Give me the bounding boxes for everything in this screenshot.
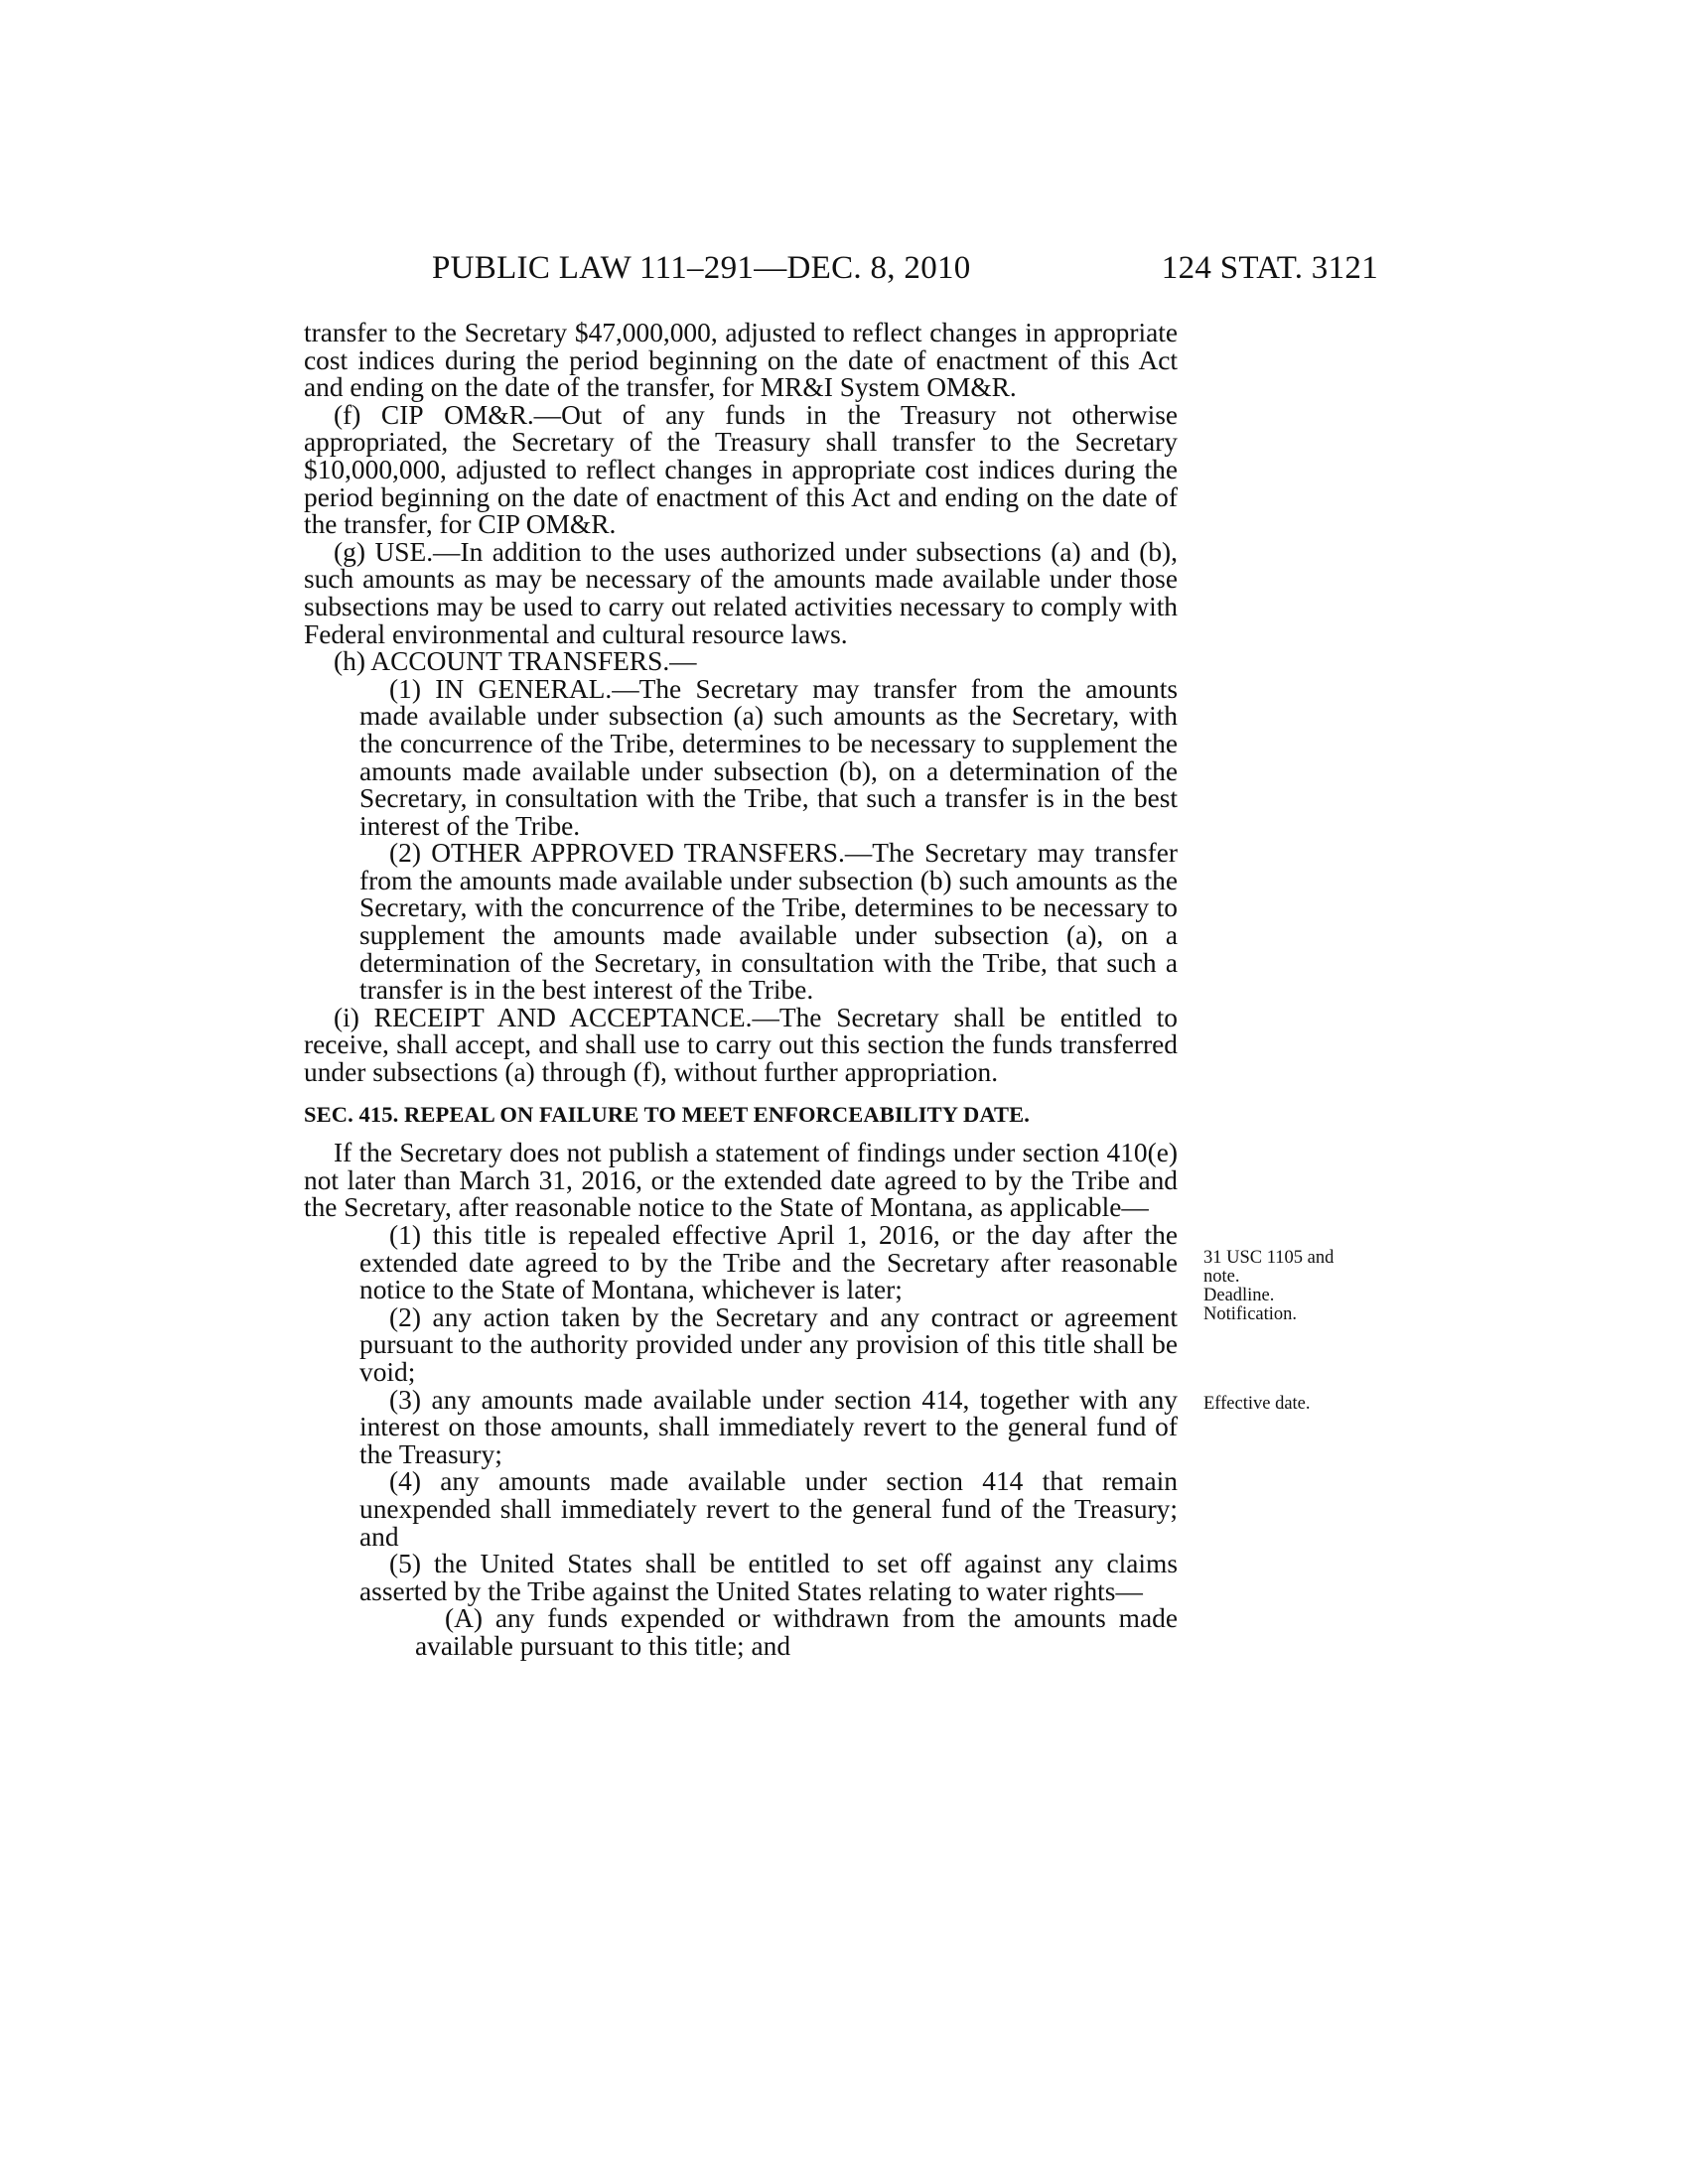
section-415-heading: SEC. 415. REPEAL ON FAILURE TO MEET ENFORCEABILITY DATE.	[304, 1101, 1030, 1127]
subsection-f-text: OM&R.—Out of any funds in the Treasury not otherwise appropriated, the Secretary of the Treasury shall transfer to the Secretary $10,000,000, adjusted to reflect changes in appropriate cost indices during the period beginning on the date of enactment of this Act and ending on the date of the transfer, for CIP OM&R.	[304, 399, 1179, 540]
subsection-g-label: (g) U	[334, 536, 395, 567]
running-head	[298, 250, 1378, 290]
subsection-i-label2-sc: CCEPTANCE	[589, 1002, 746, 1032]
subsection-f-label-sc: IP	[399, 399, 424, 430]
paragraph-h2-text: .—The Secretary may transfer from the amounts made available under subsection (b) such amounts as the Secretary, with the concurrence of the Tribe, determines to be necessary to supplement the amounts made available under subsection (a), on a determination of the Secretary, in consultation with the Tribe, that such a transfer is in the best interest of the Tribe.	[359, 838, 1178, 1006]
paragraph-h1-label-sc: N GENERAL	[444, 673, 606, 704]
subsection-h-label2: T	[501, 646, 525, 677]
paragraph-continuation: transfer to the Secretary $47,000,000, adjusted to reflect changes in appropriate cost indices during the period beginning on the date of enactment of this Act and ending on the date of the transfer, for MR&I System OM&R.	[304, 318, 1178, 403]
section-415-item-2: (2) any action taken by the Secretary and any contract or agreement pursuant to the authority provided under any provision of this title shall be void;	[359, 1301, 1178, 1387]
subsection-h-label-sc: CCOUNT	[390, 646, 502, 677]
subsection-h	[304, 648, 1178, 676]
margin-note-effective-date: Effective date.	[1203, 1394, 1311, 1414]
margin-note-notification: Notification.	[1203, 1304, 1298, 1324]
section-415-intro: If the Secretary does not publish a statement of findings under section 410(e) not later than March 31, 2016, or the extended date agreed to by the Tribe and the Secretary, after reasonable notice to the State of Montana, as applicable—	[304, 1138, 1178, 1223]
statute-body	[304, 320, 1178, 1661]
margin-note-note: note.	[1203, 1267, 1240, 1287]
margin-note-group-1	[1203, 1249, 1392, 1324]
subsection-g-label-sc: SE	[394, 536, 427, 567]
section-415-item-4: (4) any amounts made available under section 414 that remain unexpended shall immediately revert to the general fund of the Treasury; and	[359, 1466, 1178, 1552]
subsection-i	[304, 1002, 1178, 1088]
subsection-i-label: (i) R	[334, 1002, 392, 1032]
paragraph-h2-label: (2) O	[389, 838, 452, 869]
subsection-h-label: (h) A	[334, 646, 391, 677]
margin-note-usc: 31 USC 1105 and	[1203, 1248, 1335, 1268]
section-415-item-1: (1) this title is repealed effective April 1, 2016, or the day after the extended date agreed to by the Tribe and the Secretary after reasonable notice to the State of Montana, whichever is later;	[359, 1220, 1178, 1305]
subsection-f-label: (f) C	[334, 399, 400, 430]
running-head-title: PUBLIC LAW 111–291—DEC. 8, 2010	[432, 250, 971, 286]
paragraph-h2	[304, 840, 1178, 1005]
paragraph-h1-text: .—The Secretary may transfer from the amounts made available under subsection (a) such amounts as the Secretary, with the concurrence of the Tribe, determines to be necessary to supplement the amounts made available under subsection (b), on a determination of the Secretary, in consultation with the Tribe, that such a transfer is in the best interest of the Tribe.	[359, 673, 1178, 841]
subsection-f	[304, 399, 1179, 540]
paragraph-h1-label: (1) I	[389, 673, 445, 704]
subsection-i-text: .—The Secretary shall be entitled to receive, shall accept, and shall use to carry out this section the funds transferred under subsections (a) through (f), without further appropriation.	[304, 1002, 1178, 1088]
subsection-i-label2: A	[555, 1002, 590, 1032]
page-number: 124 STAT. 3121	[1161, 250, 1378, 286]
paragraph-h2-label-sc: THER APPROVED TRANSFERS	[451, 838, 839, 869]
section-415-item-5-A: (A) any funds expended or withdrawn from the amounts made available pursuant to this title; and	[415, 1603, 1178, 1661]
section-415-item-5: (5) the United States shall be entitled to set off against any claims asserted by the Tribe against the United States relating to water rights—	[359, 1549, 1178, 1606]
subsection-g-text: .—In addition to the uses authorized under subsections (a) and (b), such amounts as may be necessary of the amounts made available under those subsections may be used to carry out related activities necessary to comply with Federal environmental and cultural resource laws.	[304, 536, 1178, 649]
subsection-g	[304, 536, 1178, 649]
subsection-h-label2-sc: RANSFERS	[524, 646, 663, 677]
margin-note-deadline: Deadline.	[1203, 1286, 1275, 1305]
subsection-i-label-sc: ECEIPT AND	[391, 1002, 556, 1032]
subsection-h-text: .—	[662, 646, 697, 677]
section-415-item-3: (3) any amounts made available under section 414, together with any interest on those amounts, shall immediately revert to the general fund of the Treasury;	[359, 1384, 1178, 1469]
paragraph-h1	[304, 673, 1178, 841]
margin-note-group-2	[1203, 1395, 1392, 1414]
